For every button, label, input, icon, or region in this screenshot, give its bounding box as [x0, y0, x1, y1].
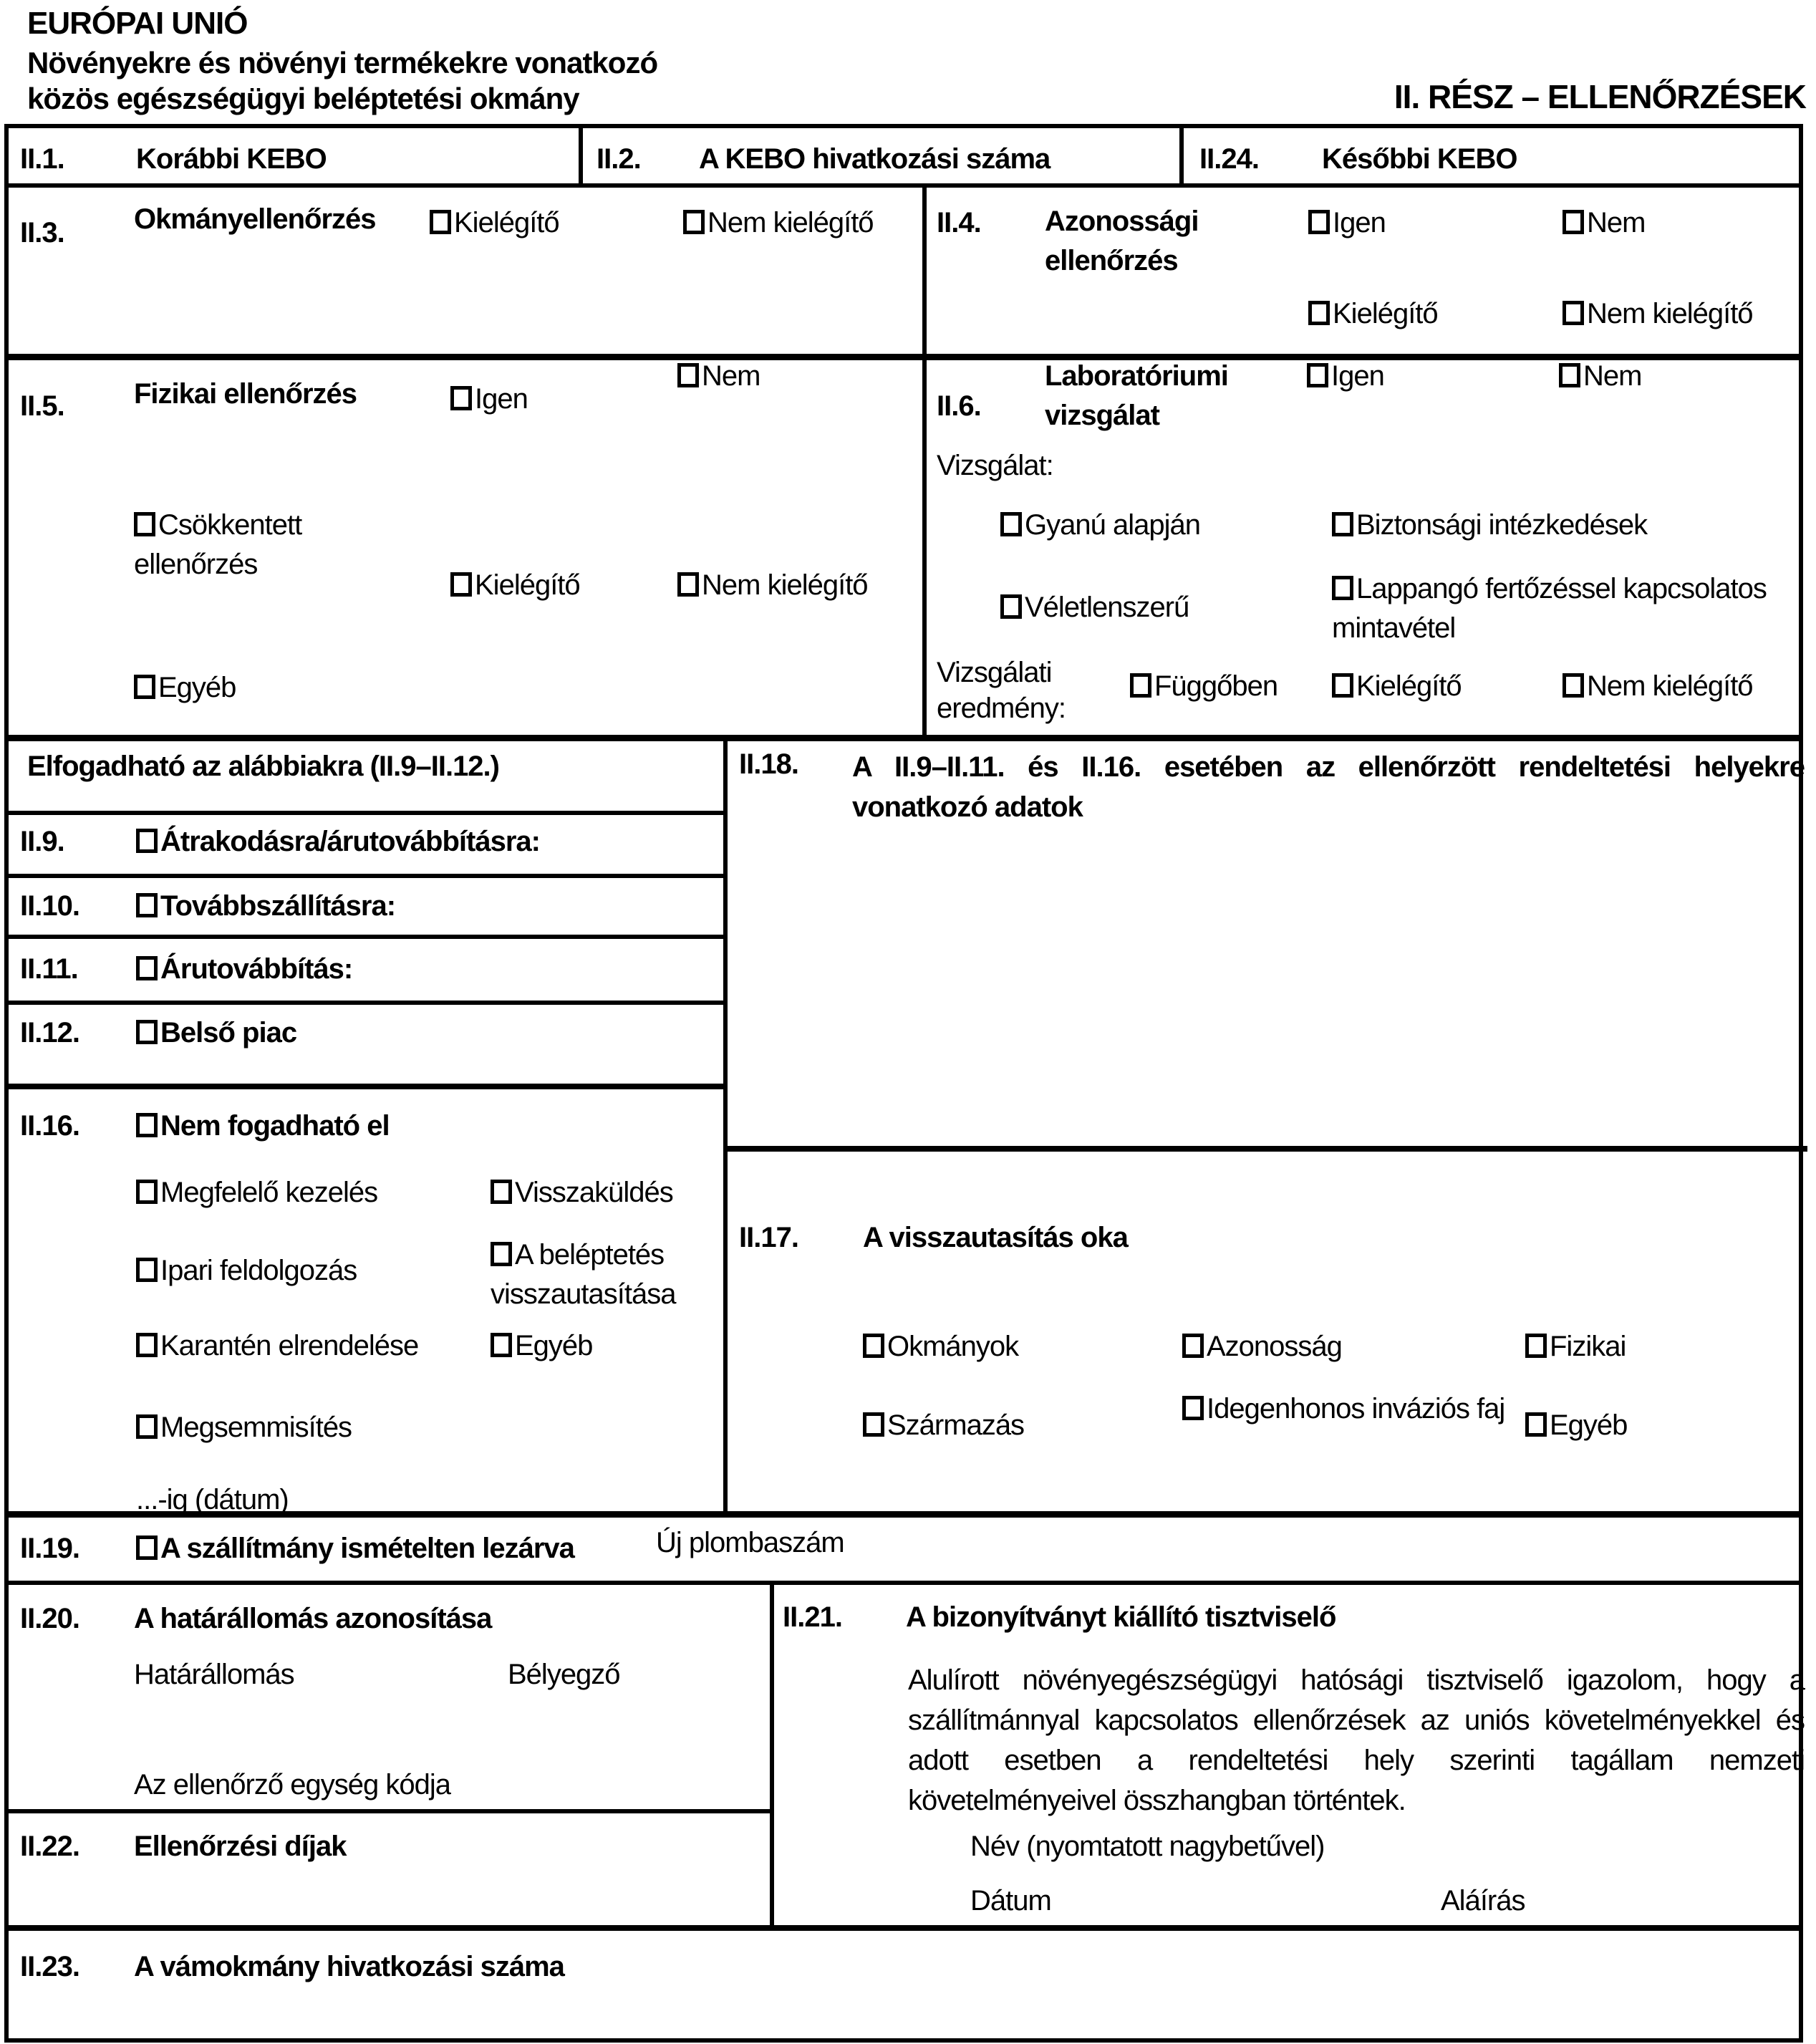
- f6-suspicion-option: [1000, 509, 1200, 541]
- option-label: Gyanú alapján: [1025, 509, 1200, 541]
- f6-latent-option: [1332, 569, 1797, 648]
- grid-line-v-mid-top: [922, 183, 927, 741]
- f4-yes-option: [1308, 207, 1386, 239]
- option-label: A beléptetés visszautasítása: [491, 1239, 676, 1310]
- part-title: II. RÉSZ – ELLENŐRZÉSEK: [1394, 78, 1806, 115]
- f16-other-option: [491, 1330, 592, 1362]
- f6-yes-option: [1307, 360, 1384, 392]
- option-label: Igen: [1333, 207, 1386, 238]
- checkbox[interactable]: [1525, 1334, 1547, 1358]
- checkbox[interactable]: [1308, 301, 1330, 325]
- option-label: Nem: [1583, 360, 1642, 392]
- grid-line-f11: [4, 1001, 726, 1005]
- option-label: Egyéb: [515, 1330, 593, 1361]
- checkbox[interactable]: [450, 386, 472, 410]
- checkbox[interactable]: [450, 572, 472, 597]
- f16-destruction-option: [136, 1412, 352, 1444]
- f5-not-satisfactory-option: [677, 569, 868, 602]
- f21-statement: Alulírott növényegészségügyi hatósági tisztviselő igazolom, hogy a szállítmánnyal kapcsolatos ellenőrzések az uniós követelményekkel és adott esetben a rendeltetési hely szerinti tagállam nemzeti követelményeivel összhangban történtek.: [908, 1664, 1805, 1816]
- grid-line-v-f1-f2: [579, 124, 583, 188]
- option-label: Kielégítő: [454, 207, 559, 238]
- grid-line-f10: [4, 935, 726, 939]
- f2-number: II.2.: [597, 143, 641, 175]
- checkbox[interactable]: [677, 363, 699, 387]
- option-label: Igen: [1331, 360, 1384, 392]
- option-label: Idegenhonos inváziós faj: [1207, 1393, 1505, 1424]
- grid-line-row6-bottom: [4, 1925, 1803, 1931]
- f17-physical-option: [1525, 1331, 1626, 1363]
- f21-name-label: Név (nyomtatott nagybetűvel): [970, 1831, 1325, 1862]
- f10-option: [136, 890, 395, 922]
- f19-option: [136, 1533, 574, 1565]
- option-label: Belső piac: [160, 1017, 297, 1048]
- f4-no-option: [1563, 207, 1645, 239]
- f3-number: II.3.: [20, 217, 64, 249]
- f18-label: A II.9–II.11. és II.16. esetében az ellenőrzött rendeltetési helyekre vonatkozó adatok: [852, 751, 1805, 823]
- checkbox[interactable]: [136, 956, 158, 980]
- f6-not-satisfactory-option: [1563, 670, 1753, 703]
- checkbox[interactable]: [1563, 210, 1584, 234]
- f1-number: II.1.: [20, 143, 64, 175]
- f6-random-option: [1000, 592, 1189, 624]
- checkbox[interactable]: [1559, 363, 1580, 387]
- option-label: Csökkentett ellenőrzés: [134, 509, 302, 580]
- checkbox[interactable]: [136, 893, 158, 917]
- f5-satisfactory-option: [450, 569, 580, 602]
- f6-no-option: [1559, 360, 1641, 392]
- f5-no-option: [677, 360, 760, 392]
- checkbox[interactable]: [136, 1414, 158, 1439]
- checkbox[interactable]: [1182, 1396, 1204, 1420]
- option-label: Biztonsági intézkedések: [1356, 509, 1648, 541]
- f16-option: [136, 1110, 390, 1142]
- option-label: Visszaküldés: [515, 1177, 673, 1208]
- option-label: Nem kielégítő: [707, 207, 874, 238]
- grid-line-f9: [4, 874, 726, 878]
- f16-refusal-option: [491, 1235, 705, 1314]
- f5-other-option: [134, 672, 236, 704]
- checkbox[interactable]: [136, 1180, 158, 1204]
- f4-label: Azonossági ellenőrzés: [1045, 206, 1199, 276]
- grid-line-row2-bottom: [4, 354, 1803, 360]
- option-label: Árutovábbítás:: [160, 953, 353, 985]
- checkbox[interactable]: [677, 572, 699, 597]
- f16-quarantine-option: [136, 1330, 418, 1362]
- f22-number: II.22.: [20, 1831, 79, 1862]
- checkbox[interactable]: [430, 210, 451, 234]
- f9-number: II.9.: [20, 826, 64, 857]
- f20-number: II.20.: [20, 1603, 79, 1634]
- f2-label: A KEBO hivatkozási száma: [699, 143, 1051, 175]
- f12-option: [136, 1017, 296, 1049]
- checkbox[interactable]: [1563, 673, 1584, 698]
- checkbox[interactable]: [683, 210, 705, 234]
- grid-line-row1-bottom: [4, 183, 1803, 188]
- f17-identity-option: [1182, 1331, 1342, 1363]
- option-label: Karantén elrendelése: [160, 1330, 419, 1361]
- f5-reduced-option: [134, 506, 349, 584]
- checkbox[interactable]: [1000, 594, 1022, 619]
- checkbox[interactable]: [1332, 512, 1353, 536]
- f6-label: Laboratóriumi vizsgálat: [1045, 360, 1228, 431]
- f17-number: II.17.: [739, 1222, 798, 1253]
- checkbox[interactable]: [1130, 673, 1151, 698]
- checkbox[interactable]: [136, 1020, 158, 1044]
- f16-industrial-option: [136, 1255, 357, 1287]
- f21-label: A bizonyítványt kiállító tisztviselő: [906, 1601, 1336, 1633]
- eu-title: EURÓPAI UNIÓ: [27, 6, 248, 41]
- f6-safeguard-option: [1332, 509, 1647, 541]
- f12-number: II.12.: [20, 1017, 79, 1048]
- grid-line-f12: [4, 1084, 728, 1089]
- f20-stamp-label: Bélyegző: [508, 1659, 620, 1690]
- f6-number: II.6.: [937, 390, 981, 422]
- option-label: Véletlenszerű: [1025, 592, 1189, 623]
- checkbox[interactable]: [1308, 210, 1330, 234]
- option-label: Kielégítő: [1333, 298, 1438, 329]
- checkbox[interactable]: [134, 512, 155, 536]
- f17-other-option: [1525, 1409, 1627, 1442]
- f24-number: II.24.: [1199, 143, 1259, 175]
- option-label: Egyéb: [1550, 1409, 1628, 1441]
- option-label: Függőben: [1154, 670, 1278, 702]
- f17-label: A visszautasítás oka: [863, 1222, 1128, 1253]
- grid-line-accept-header: [4, 811, 726, 815]
- option-label: Nem kielégítő: [1587, 670, 1753, 702]
- option-label: Továbbszállításra:: [160, 890, 396, 922]
- f17-invasive-option: [1182, 1389, 1512, 1429]
- checkbox[interactable]: [1000, 512, 1022, 536]
- option-label: Nem: [1587, 207, 1646, 238]
- option-label: A szállítmány ismételten lezárva: [160, 1533, 574, 1564]
- f16-treatment-option: [136, 1177, 377, 1209]
- option-label: Nem: [702, 360, 760, 392]
- f22-label: Ellenőrzési díjak: [134, 1831, 347, 1862]
- checkbox[interactable]: [863, 1334, 884, 1358]
- f3-label: Okmányellenőrzés: [134, 203, 376, 235]
- f4-number: II.4.: [937, 207, 981, 238]
- checkbox[interactable]: [1332, 673, 1353, 698]
- f16-number: II.16.: [20, 1110, 79, 1142]
- grid-line-v-f2-f24: [1179, 124, 1184, 188]
- f17-origin-option: [863, 1409, 1024, 1442]
- f6-pending-option: [1130, 670, 1278, 703]
- option-label: Nem kielégítő: [702, 569, 868, 601]
- checkbox[interactable]: [491, 1242, 512, 1266]
- option-label: Okmányok: [887, 1331, 1019, 1362]
- f5-number: II.5.: [20, 390, 64, 422]
- option-label: Egyéb: [158, 672, 236, 703]
- f19-number: II.19.: [20, 1533, 79, 1564]
- checkbox[interactable]: [863, 1412, 884, 1437]
- f23-label: A vámokmány hivatkozási száma: [134, 1951, 564, 1982]
- f16-until-date: ...-ig (dátum): [136, 1484, 289, 1515]
- f21-date-label: Dátum: [970, 1885, 1051, 1917]
- f23-number: II.23.: [20, 1951, 79, 1982]
- option-label: Nem fogadható el: [160, 1110, 390, 1142]
- option-label: Származás: [887, 1409, 1025, 1441]
- f9-option: [136, 826, 540, 858]
- f17-documents-option: [863, 1331, 1018, 1363]
- doc-title-line1: Növényekre és növényi termékekre vonatkozó: [27, 46, 658, 79]
- f5-yes-option: [450, 383, 528, 415]
- f18-number: II.18.: [739, 748, 798, 780]
- f3-not-satisfactory-option: [683, 207, 874, 239]
- option-label: Kielégítő: [475, 569, 580, 601]
- option-label: Nem kielégítő: [1587, 298, 1753, 329]
- f20-border-post-label: Határállomás: [134, 1659, 294, 1690]
- option-label: Megfelelő kezelés: [160, 1177, 378, 1208]
- checkbox[interactable]: [1182, 1334, 1204, 1358]
- checkbox[interactable]: [134, 675, 155, 699]
- f20-unit-code-label: Az ellenőrző egység kódja: [134, 1769, 450, 1800]
- option-label: Átrakodásra/árutovábbításra:: [160, 826, 540, 857]
- f4-satisfactory-option: [1308, 298, 1438, 330]
- f4-not-satisfactory-option: [1563, 298, 1753, 330]
- f19-new-seal-label: Új plombaszám: [656, 1527, 844, 1558]
- grid-line-v-mid-center: [723, 735, 728, 1518]
- option-label: Megsemmisítés: [160, 1412, 352, 1443]
- checkbox[interactable]: [491, 1180, 512, 1204]
- option-label: Fizikai: [1550, 1331, 1626, 1362]
- f3-satisfactory-option: [430, 207, 559, 239]
- checkbox[interactable]: [1332, 576, 1353, 600]
- option-label: Igen: [475, 383, 528, 415]
- f24-label: Későbbi KEBO: [1322, 143, 1517, 175]
- checkbox[interactable]: [1307, 363, 1328, 387]
- f16-redispatch-option: [491, 1177, 673, 1209]
- option-label: Ipari feldolgozás: [160, 1255, 357, 1286]
- f11-number: II.11.: [20, 953, 78, 985]
- doc-title-line2: közös egészségügyi beléptetési okmány: [27, 82, 579, 115]
- grid-line-f20-bottom: [4, 1809, 771, 1813]
- grid-line-f19-bottom: [4, 1581, 1803, 1585]
- checkbox[interactable]: [491, 1333, 512, 1357]
- f21-signature-label: Aláírás: [1441, 1885, 1525, 1917]
- checkbox[interactable]: [136, 1113, 158, 1137]
- checkbox[interactable]: [136, 1258, 158, 1282]
- f6-satisfactory-option: [1332, 670, 1462, 703]
- checkbox[interactable]: [1525, 1412, 1547, 1437]
- f6-test-label: Vizsgálat:: [937, 450, 1053, 481]
- grid-line-f18-bottom: [723, 1146, 1807, 1152]
- accept-header: Elfogadható az alábbiakra (II.9–II.12.): [27, 751, 499, 782]
- grid-line-v-mid-bottom: [770, 1581, 774, 1931]
- checkbox[interactable]: [136, 1536, 158, 1560]
- f5-label: Fizikai ellenőrzés: [134, 378, 357, 410]
- option-label: Kielégítő: [1356, 670, 1462, 702]
- f21-number: II.21.: [783, 1601, 842, 1633]
- f6-result-label: Vizsgálati eredmény:: [937, 657, 1066, 724]
- checkbox[interactable]: [1563, 301, 1584, 325]
- f1-label: Korábbi KEBO: [136, 143, 327, 175]
- checkbox[interactable]: [136, 1333, 158, 1357]
- option-label: Azonosság: [1207, 1331, 1342, 1362]
- f10-number: II.10.: [20, 890, 79, 922]
- f11-option: [136, 953, 352, 985]
- f20-label: A határállomás azonosítása: [134, 1603, 492, 1634]
- option-label: Lappangó fertőzéssel kapcsolatos mintavétel: [1332, 573, 1767, 644]
- checkbox[interactable]: [136, 829, 158, 853]
- grid-line-row3-bottom: [4, 735, 1803, 741]
